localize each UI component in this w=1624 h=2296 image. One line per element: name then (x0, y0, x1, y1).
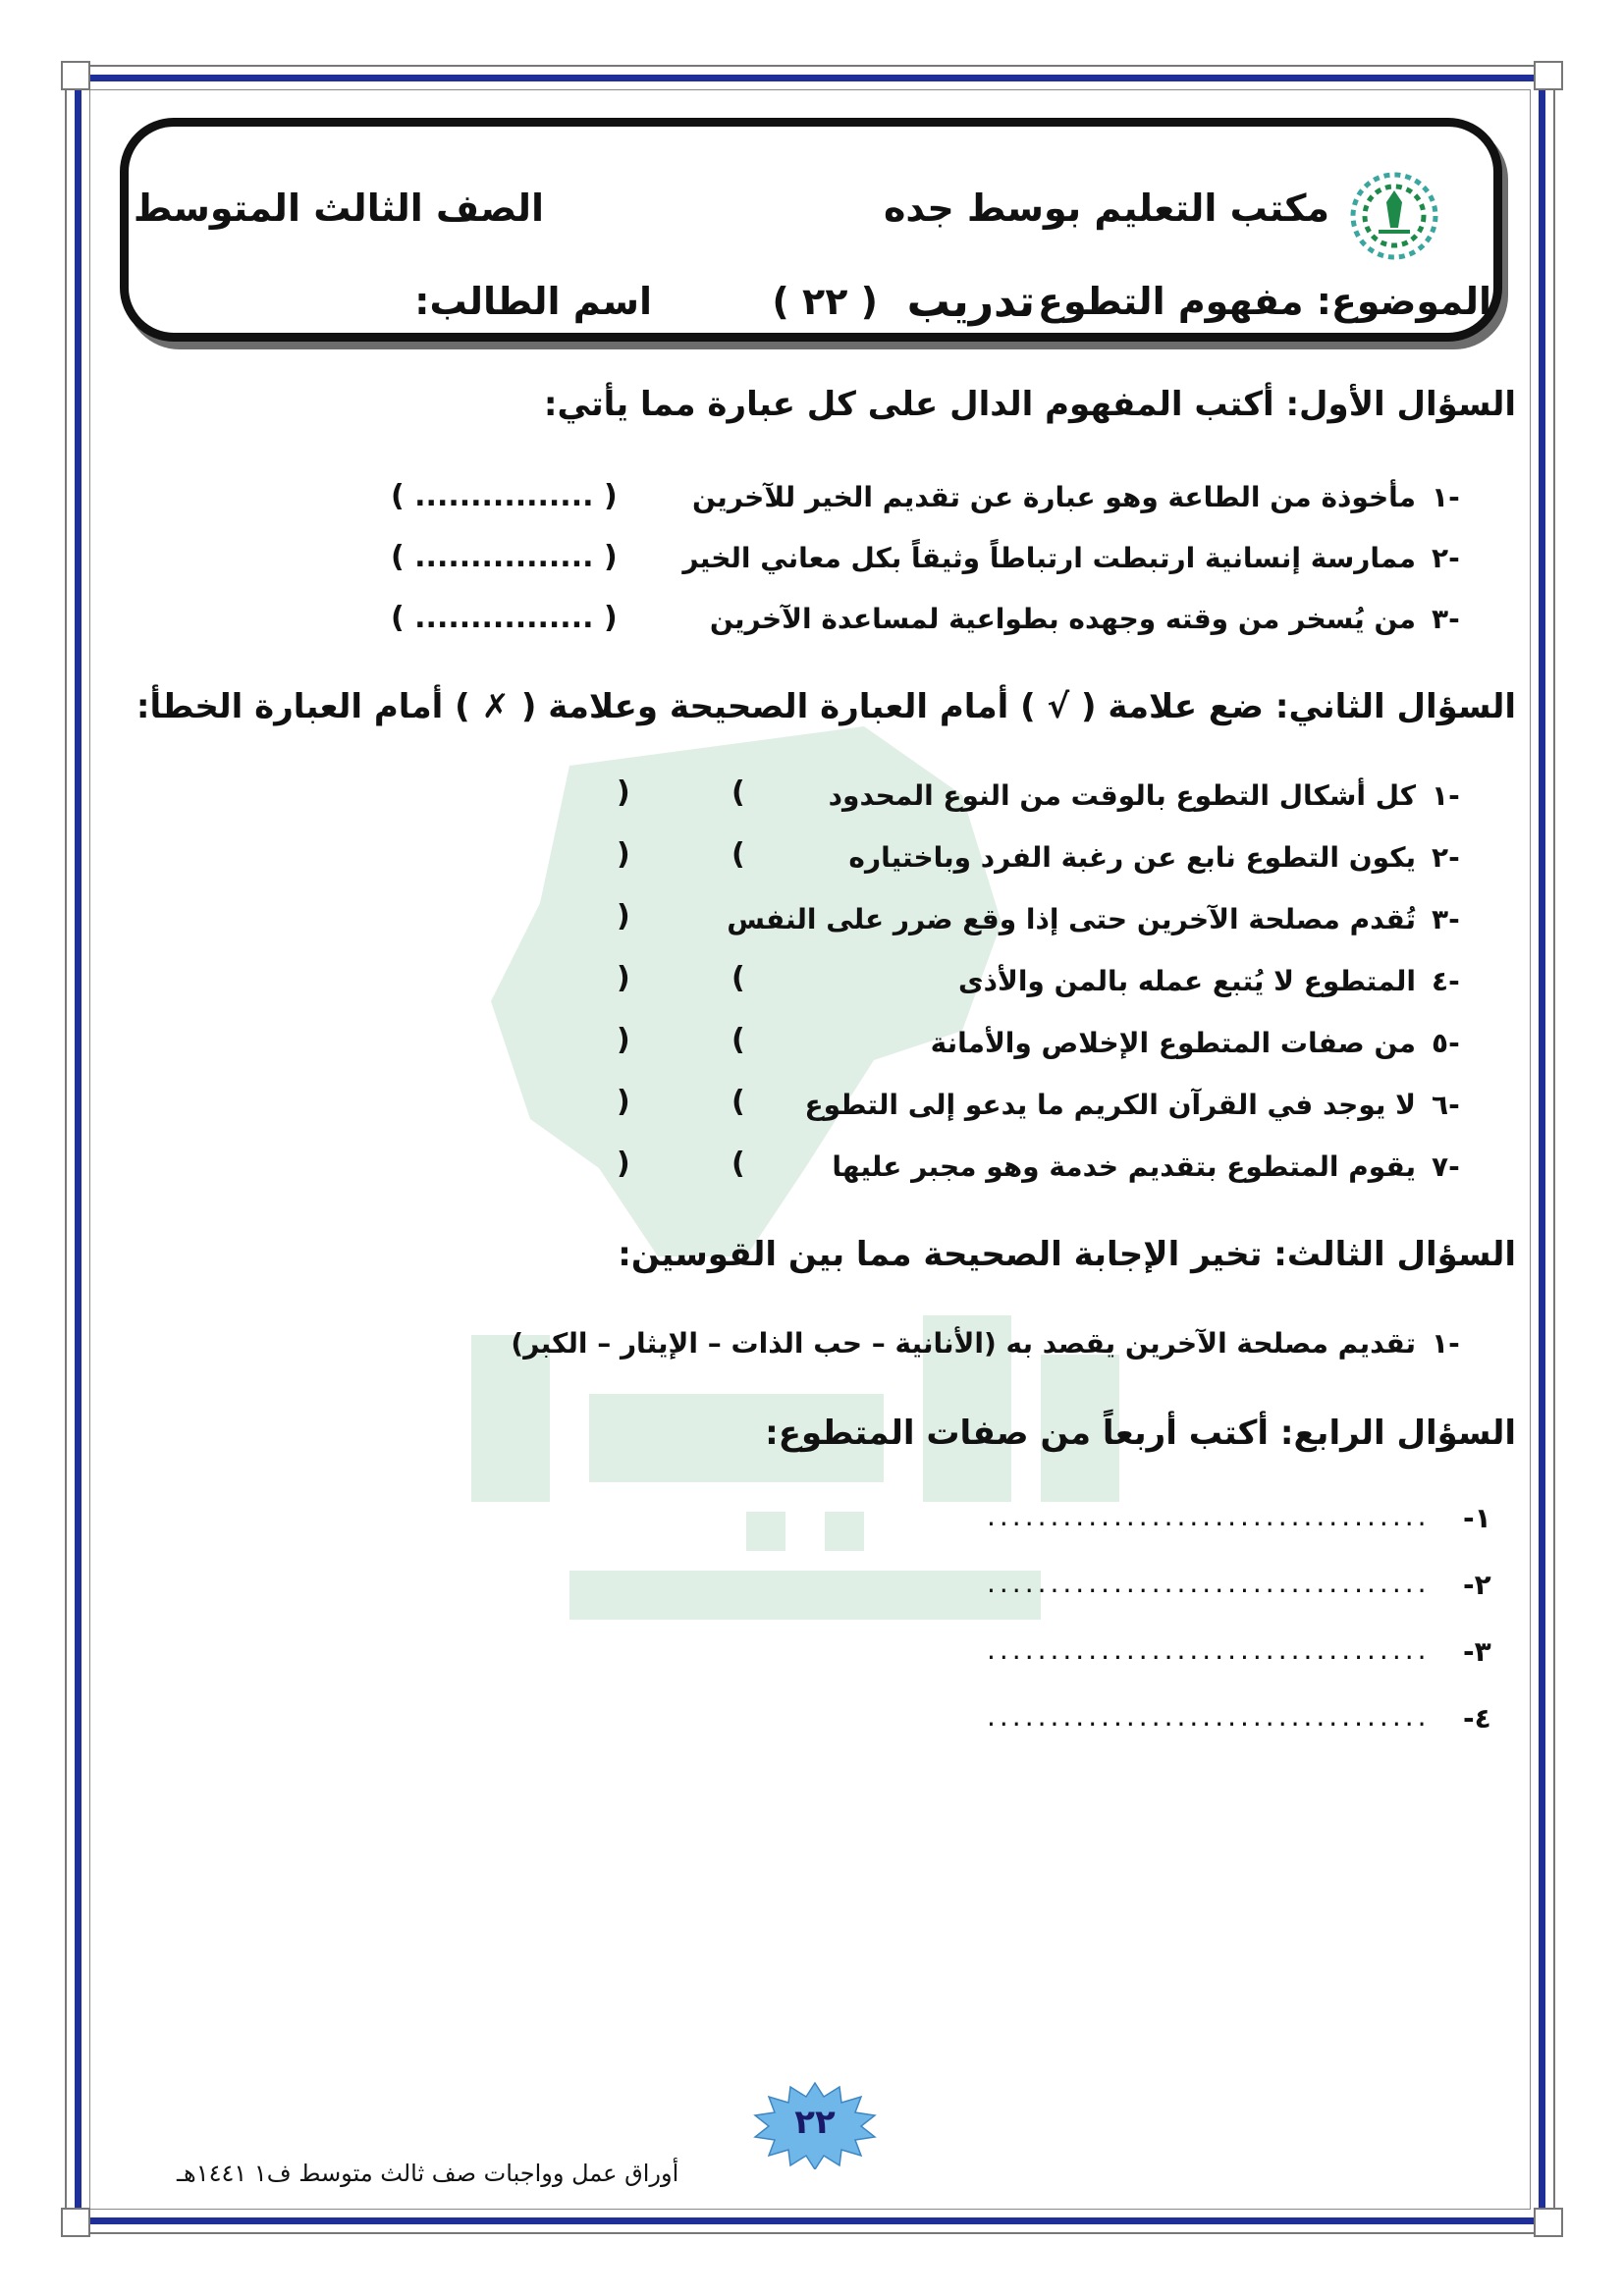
q2-paren-open: ( (731, 1147, 745, 1181)
q1-item-text: من يُسخر من وقته وجهده بطواعية لمساعدة الآخرين (709, 603, 1416, 635)
q3-item-number: ١- (1432, 1327, 1460, 1360)
q4-answer-line: ................................... (987, 1633, 1431, 1666)
q4-item-number: -٢ (1463, 1569, 1491, 1601)
q2-item-text: يكون التطوع نابع عن رغبة الفرد وباختياره (848, 841, 1416, 874)
training-number: ( ٢٢ ) (772, 280, 878, 323)
question-1-title: السؤال الأول: أكتب المفهوم الدال على كل عبارة مما يأتي: (543, 385, 1516, 424)
q2-item-number: ١- (1432, 779, 1460, 812)
training-word: تدريب (906, 277, 1035, 327)
q2-item-number: ٢- (1432, 841, 1460, 874)
q4-answer-line: ................................... (987, 1500, 1431, 1532)
corner-ornament (61, 61, 90, 90)
q4-answer-line: ................................... (987, 1567, 1431, 1599)
q2-item-number: ٦- (1432, 1089, 1460, 1121)
q1-item-number: ١- (1432, 481, 1460, 513)
question-2-title: السؤال الثاني: ضع علامة ( √ ) أمام العبارة الصحيحة وعلامة ( ✗ ) أمام العبارة الخطأ: (135, 687, 1516, 726)
grade-label: الصف الثالث المتوسط (133, 187, 544, 230)
q2-item-text: من صفات المتطوع الإخلاص والأمانة (930, 1027, 1416, 1059)
q2-paren-close: ) (617, 1147, 630, 1181)
q2-paren-open: ( (731, 1023, 745, 1057)
corner-ornament (61, 2208, 90, 2237)
q2-item-number: ٧- (1432, 1150, 1460, 1183)
q1-answer-blank: ( ................ ) (391, 540, 618, 574)
q4-item-number: -٣ (1463, 1635, 1491, 1668)
q1-answer-blank: ( ................ ) (391, 601, 618, 635)
q2-paren-open: ( (731, 775, 745, 810)
q2-paren-close: ) (617, 775, 630, 810)
q2-paren-open: ( (731, 837, 745, 872)
q2-paren-close: ) (617, 961, 630, 995)
q1-item-number: ٢- (1432, 542, 1460, 574)
q4-item-number: -١ (1463, 1502, 1491, 1534)
question-3-title: السؤال الثالث: تخير الإجابة الصحيحة مما بين القوسين: (618, 1235, 1516, 1274)
ministry-logo-icon (1335, 167, 1453, 265)
student-name-label: اسم الطالب: (414, 280, 652, 323)
q2-item-text: يقوم المتطوع بتقديم خدمة وهو مجبر عليها (832, 1150, 1416, 1183)
q1-item-text: مأخوذة من الطاعة وهو عبارة عن تقديم الخير للآخرين (692, 481, 1416, 513)
q2-paren-close: ) (617, 837, 630, 872)
q3-item-text: تقديم مصلحة الآخرين يقصد به (الأنانية – حب الذات – الإيثار – الكبر) (511, 1327, 1416, 1360)
q2-paren-close: ) (617, 1085, 630, 1119)
q2-paren-open: ( (731, 1085, 745, 1119)
q1-answer-blank: ( ................ ) (391, 479, 618, 513)
office-name: مكتب التعليم بوسط جده (883, 187, 1329, 230)
question-4-title: السؤال الرابع: أكتب أربعاً من صفات المتطوع: (765, 1414, 1516, 1453)
q1-item-number: ٣- (1432, 603, 1460, 635)
q4-item-number: -٤ (1463, 1702, 1491, 1735)
q4-answer-line: ................................... (987, 1700, 1431, 1733)
q2-item-text: تُقدم مصلحة الآخرين حتى إذا وقع ضرر على النفس (727, 903, 1416, 935)
q2-item-text: المتطوع لا يُتبع عمله بالمن والأذى (957, 965, 1416, 997)
q2-paren-open: ( (731, 961, 745, 995)
q2-item-text: لا يوجد في القرآن الكريم ما يدعو إلى التطوع (804, 1089, 1416, 1121)
q2-item-number: ٥- (1432, 1027, 1460, 1059)
q2-item-number: ٣- (1432, 903, 1460, 935)
q1-item-text: ممارسة إنسانية ارتبطت ارتباطاً وثيقاً بكل معاني الخير (682, 542, 1416, 574)
q2-paren-close: ) (617, 899, 630, 934)
subject-label: الموضوع: مفهوم التطوع (1038, 280, 1491, 323)
footer-text: أوراق عمل وواجبات صف ثالث متوسط ف١ ١٤٤١هـ (177, 2160, 679, 2187)
q2-paren-close: ) (617, 1023, 630, 1057)
q2-item-number: ٤- (1432, 965, 1460, 997)
page-number: ٢٢ (794, 2103, 836, 2142)
q2-item-text: كل أشكال التطوع بالوقت من النوع المحدود (828, 779, 1416, 812)
corner-ornament (1534, 61, 1563, 90)
corner-ornament (1534, 2208, 1563, 2237)
